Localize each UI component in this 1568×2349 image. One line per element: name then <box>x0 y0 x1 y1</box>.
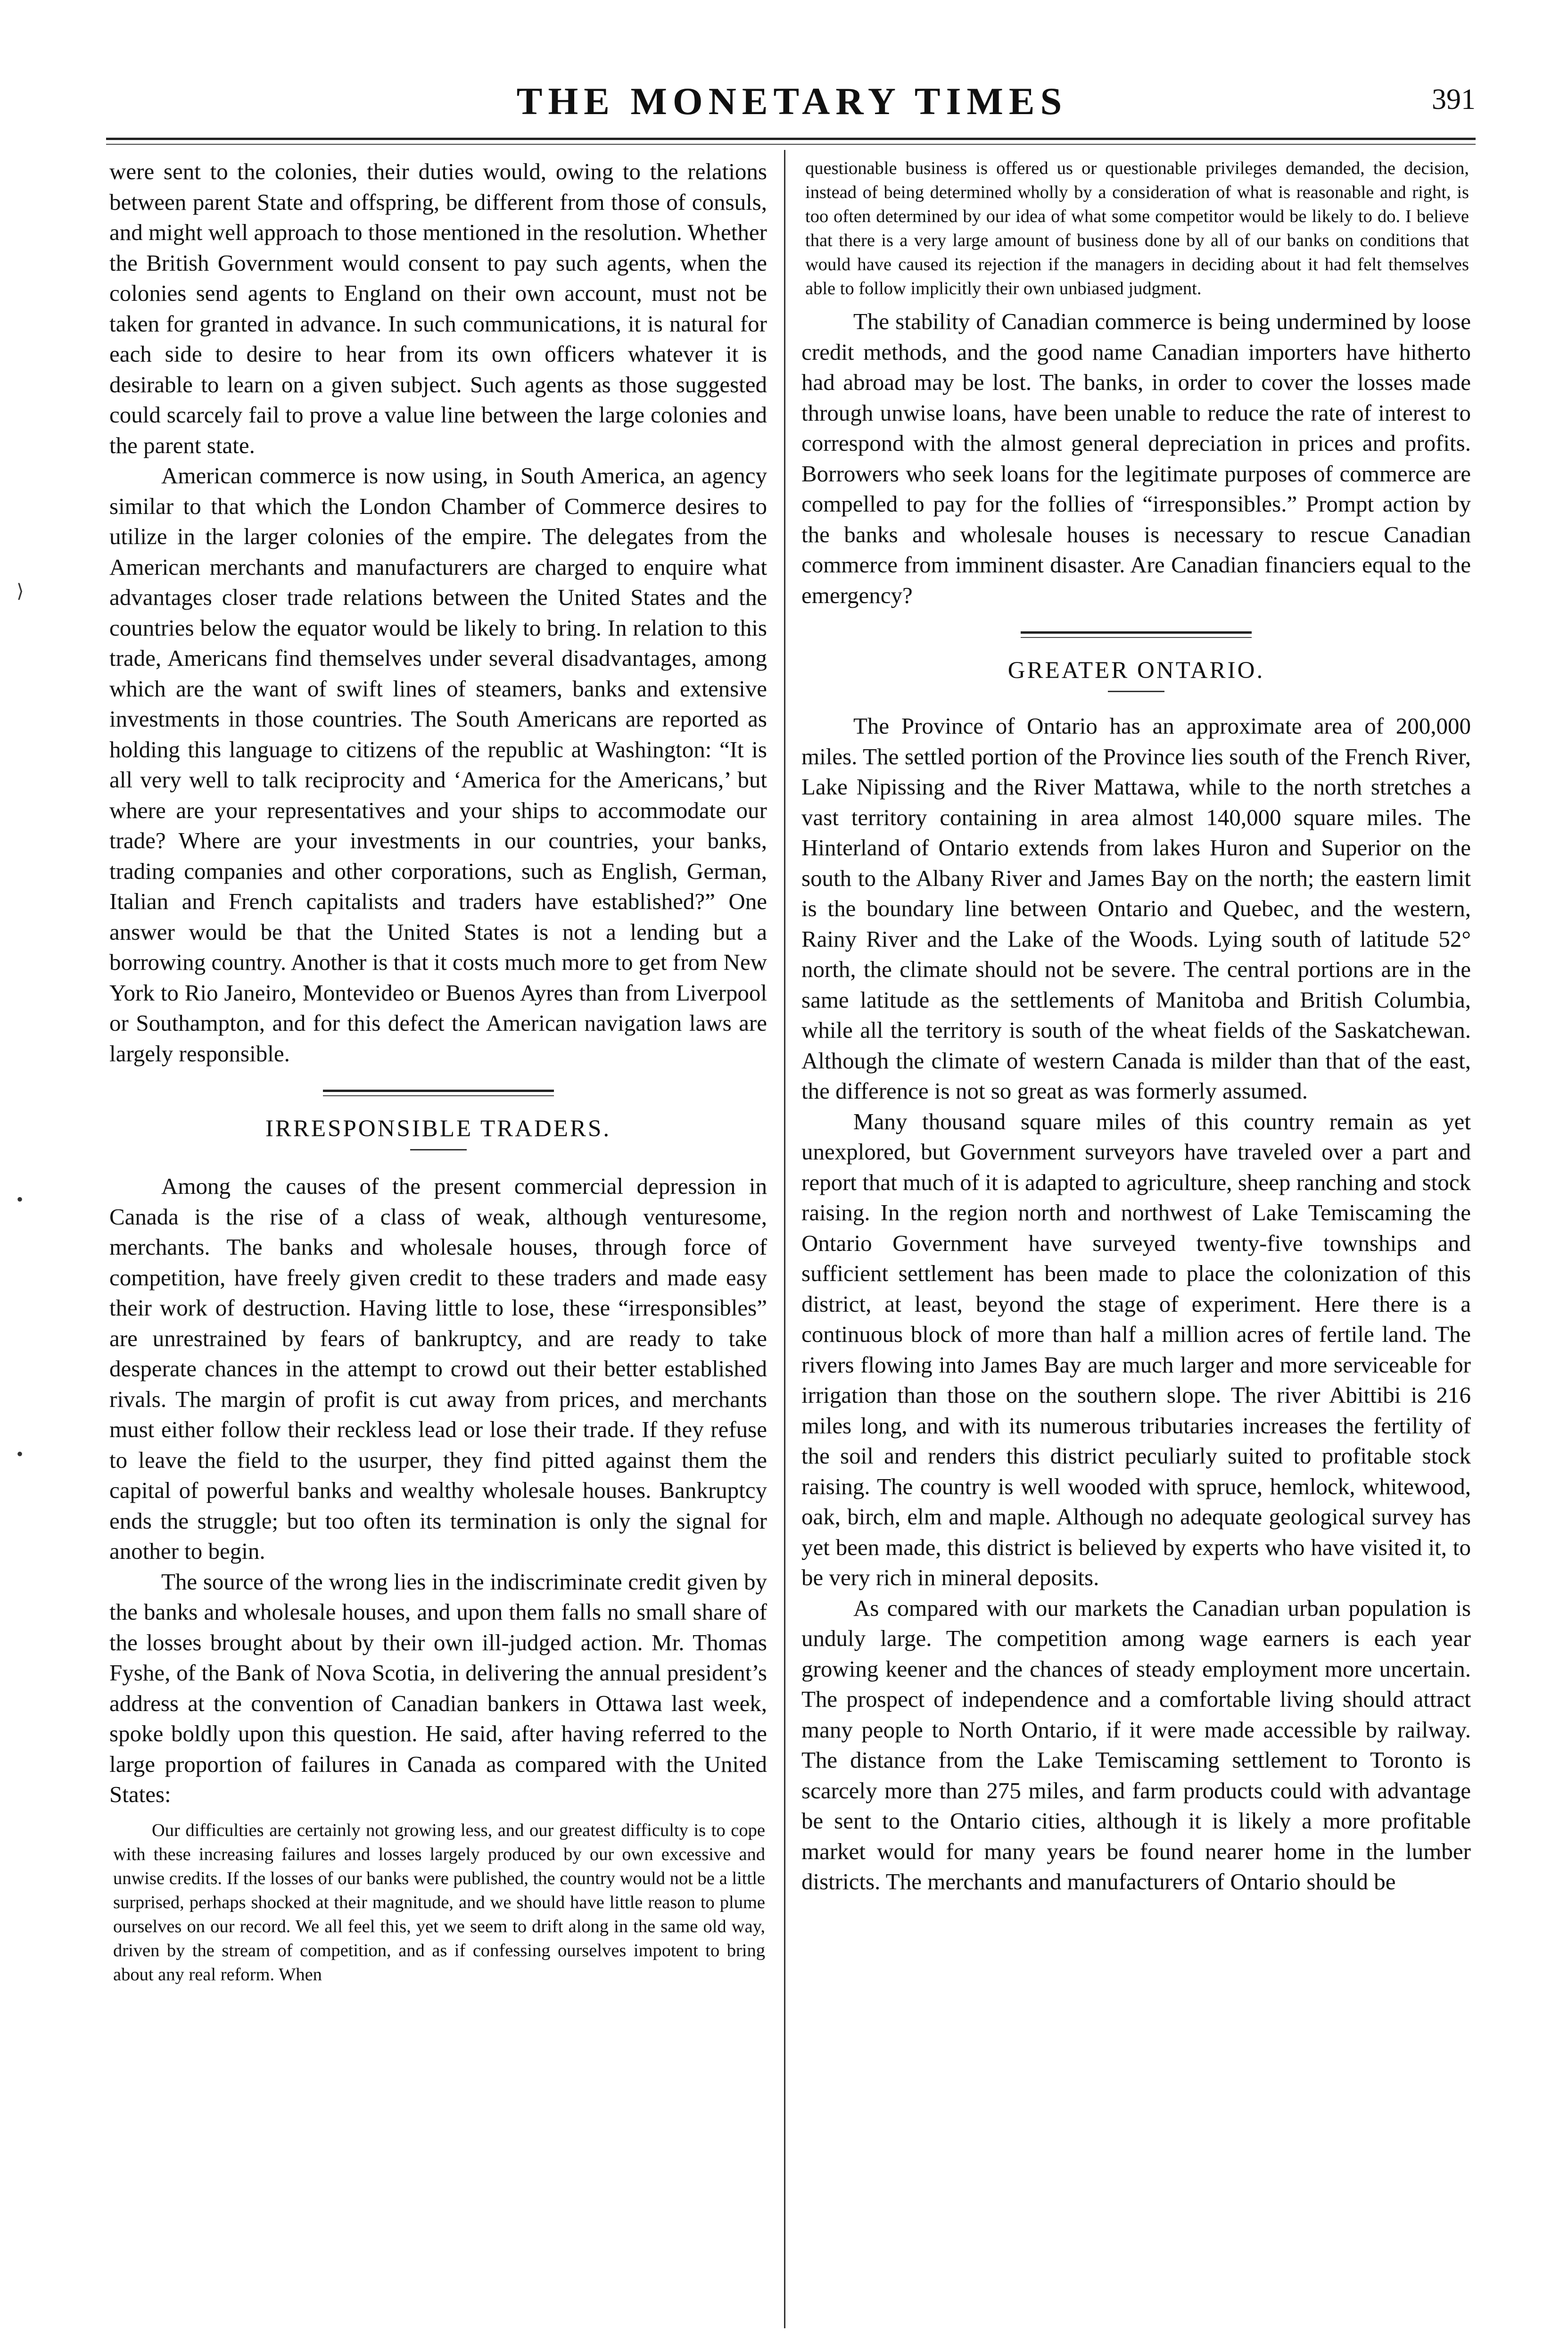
paragraph-stability-of-commerce: The stability of Canadian commerce is being undermined by loose credit methods, and the good name Canadian importers have hitherto had abroad may be lost. The banks, in order to cover the losses made through unwise loans, have been unable to reduce the rate of interest to correspond with the almost general depreciation in prices and profits. Borrowers who seek loans for the legitimate purposes of commerce are compelled to pay for the follies of “irresponsibles.” Prompt action by the banks and wholesale houses is necessary to rescue Canadian commerce from imminent disaster. Are Canadian financiers equal to the emergency? <box>801 308 1471 608</box>
masthead <box>108 79 1476 136</box>
page-number: 391 <box>1432 83 1476 116</box>
paragraph-colonial-agents: were sent to the colonies, their duties would, owing to the relations between parent State and offspring, be different from those of consuls, and might well approach to those mentioned in the resolution. Whether the British Government would consent to pay such agents, when the colonies send agents to England on their own account, must not be taken for granted in advance. In such communications, it is natural for each side to desire to hear from its own officers whatever it is desirable to learn on a given subject. Such agents as those suggested could scarcely fail to prove a value line between the large colonies and the parent state. <box>109 158 767 458</box>
paragraph-source-of-wrong: The source of the wrong lies in the indiscriminate credit given by the banks and wholesale houses, and upon them falls no small share of the losses brought about by their own ill-judged action. Mr. Thomas Fyshe, of the Bank of Nova Scotia, in delivering the annual president’s address at the convention of Canadian bankers in Ottawa last week, spoke boldly upon this question. He said, after having referred to the large proportion of failures in Canada as compared with the United States: <box>109 1568 767 1807</box>
heading-greater-ontario: GREATER ONTARIO. <box>1007 657 1265 684</box>
heading-irresponsible-traders: IRRESPONSIBLE TRADERS. <box>265 1116 611 1142</box>
left-column <box>109 157 767 2335</box>
header-rule-thin <box>106 144 1476 145</box>
publication-title: THE MONETARY TIMES <box>516 80 1068 123</box>
paragraph-urban-population: As compared with our markets the Canadian urban population is unduly large. The competition among wage earners is each year growing keener and the chances of steady employment more uncertain. The prospect of independence and a comfortable living should attract many people to North Ontario, if it were made accessible by railway. The distance from the Lake Temiscaming settlement to Toronto is scarcely more than 275 miles, and farm products could with advantage be sent to the Ontario cities, although it is likely a more profitable market would for many years be found nearer home in the lumber districts. The merchants and manufacturers of Ontario should be <box>801 1595 1471 1894</box>
header-rule <box>106 138 1476 140</box>
right-column <box>801 157 1471 2335</box>
quote-fyshe-continued: questionable business is offered us or questionable privileges demanded, the decision, instead of being determined wholly by a consideration of what is reasonable and right, is too often determined by our idea of what some competitor would be likely to do. I believe that there is a very large amount of business done by all of our banks on conditions that would have caused its rejection if the managers in deciding about it had felt themselves able to follow implicitly their own unbiased judgment. <box>805 158 1469 298</box>
paragraph-unexplored-country: Many thousand square miles of this country remain as yet unexplored, but Government surveyors have traveled over a part and report that much of it is adapted to agriculture, sheep ranching and stock raising. In the region north and northwest of Lake Temiscaming the Ontario Government have surveyed twenty-five townships and sufficient settlement has been made to place the colonization of this district, at least, beyond the stage of experiment. Here there is a continuous block of more than half a million acres of fertile land. The rivers flowing into James Bay are much larger and more serviceable for irrigation than those on the southern slope. The river Abittibi is 216 miles long, and with its numerous tributaries increases the fertility of the soil and renders this district peculiarly suited to profitable stock raising. The country is well wooded with spruce, hemlock, whitewood, oak, birch, elm and maple. Although no adequate geological survey has yet been made, this district is believed by experts who have visited it, to be very rich in mineral deposits. <box>801 1108 1471 1590</box>
margin-mark: • <box>17 1189 24 1210</box>
section-separator <box>1021 631 1252 638</box>
paragraph-american-commerce: American commerce is now using, in South America, an agency similar to that which the London Chamber of Commerce desires to utilize in the larger colonies of the empire. The delegates from the American merchants and manufacturers are charged to enquire what advantages closer trade relations between the United States and the countries below the equator would be likely to bring. In relation to this trade, Americans find themselves under several disadvantages, among which are the want of swift lines of steamers, banks and extensive investments in those countries. The South Americans are reported as holding this language to citizens of the republic at Washington: “It is all very well to talk reciprocity and ‘America for the Americans,’ but where are your representatives and your ships to accommodate our trade? Where are your investments in our countries, your banks, trading companies and other corporations, such as English, German, Italian and French capitalists and traders have established?” One answer would be that the United States is not a lending but a borrowing country. Another is that it costs much more to get from New York to Rio Janeiro, Montevideo or Buenos Ayres than from Liverpool or Southampton, and for this defect the American navigation laws are largely responsible. <box>109 463 767 1067</box>
margin-mark: ⟩ <box>17 580 24 602</box>
quote-fyshe-address: Our difficulties are certainly not growing less, and our greatest difficulty is to cope with these increasing failures and losses largely produced by our own excessive and unwise credits. If the losses of our banks were published, the country would not be a little surprised, perhaps shocked at their magnitude, and we should have little reason to plume ourselves on our record. We all feel this, yet we seem to drift along in the same old way, driven by the stream of competition, and as if confessing ourselves impotent to bring about any real reform. When <box>113 1820 765 1985</box>
margin-mark: • <box>17 1443 24 1464</box>
section-separator <box>323 1090 554 1096</box>
paragraph-causes-of-depression: Among the causes of the present commercial depression in Canada is the rise of a class of weak, although venturesome, merchants. The banks and wholesale houses, through force of competition, have freely given credit to these traders and made easy their work of destruction. Having little to lose, these “irresponsibles” are unrestrained by fears of bankruptcy, and are ready to take desperate chances in the attempt to crowd out their better established rivals. The margin of profit is cut away from prices, and merchants must either follow their reckless lead or lose their trade. If they refuse to leave the field to the usurper, they find pitted against them the capital of powerful banks and wealthy wholesale houses. Bankruptcy ends the struggle; but too often its termination is only the signal for another to begin. <box>109 1173 767 1564</box>
column-divider <box>784 150 785 2328</box>
paragraph-province-area: The Province of Ontario has an approximate area of 200,000 miles. The settled portion of the Province lies south of the French River, Lake Nipissing and the River Mattawa, while to the north stretches a vast territory containing in area almost 140,000 square miles. The Hinterland of Ontario extends from lakes Huron and Superior on the south to the Albany River and James Bay on the north; the eastern limit is the boundary line between Ontario and Quebec, and the western, Rainy River and the Lake of the Woods. Lying south of latitude 52° north, the climate should not be severe. The central portions are in the same latitude as the settlements of Manitoba and British Columbia, while all the territory is south of the wheat fields of the Saskatchewan. Although the climate of western Canada is milder than that of the east, the difference is not so great as was formerly assumed. <box>801 713 1471 1104</box>
